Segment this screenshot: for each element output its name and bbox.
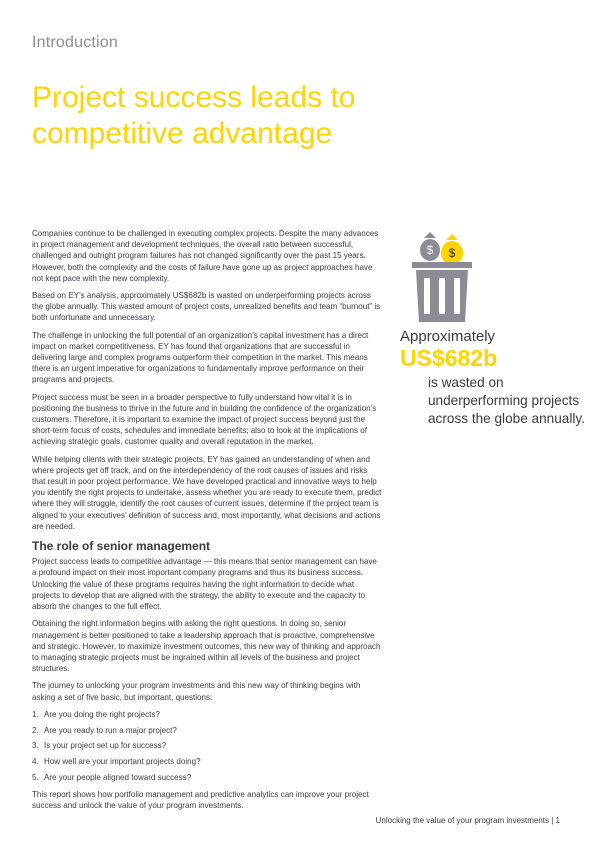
list-text: Is your project set up for success? — [44, 741, 167, 751]
page-title: Project success leads to competitive advantage — [32, 81, 356, 150]
paragraph: Based on EY’s analysis, approximately US$682b is wasted on underperforming projects across the globe annually. This wasted amount of project costs, unrealized benefits and team “burnout” is both unfortunate and unnecessary. — [32, 291, 381, 323]
list-number: 5. — [32, 772, 39, 782]
list-text: Are you doing the right projects? — [44, 709, 160, 719]
paragraph: The journey to unlocking your program investments and this new way of thinking begins with asking a set of five basic, but important, questions: — [32, 681, 361, 702]
list-number: 1. — [32, 709, 39, 719]
list-number: 2. — [32, 725, 39, 735]
money-bag-icon — [420, 232, 440, 261]
paragraph: This report shows how portfolio management and predictive analytics can improve your project success and unlock the value of your program investments. — [32, 790, 369, 811]
list-text: Are your people aligned toward success? — [44, 772, 192, 782]
callout-amount: US$682b — [400, 345, 498, 371]
list-number: 4. — [32, 757, 39, 767]
question-list — [32, 709, 382, 783]
section-label: Introduction — [32, 34, 119, 51]
list-text: How well are your important projects doing? — [44, 757, 201, 767]
paragraph: The challenge in unlocking the full potential of an organization’s capital investment has a direct impact on market competitiveness. EY has found that organizations that are successful in delivering large and complex programs outperform their competition in the market. This means there is an urgent imperative for organizations to fundamentally improve performance on their programs and projects. — [32, 330, 369, 385]
paragraph: Obtaining the right information begins with asking the right questions. In doing so, senior management is better positioned to take a leadership approach that is proactive, comprehensive and strategic. However, to maximize investment outcomes, this new way of thinking and approach to managing strategic projects must be ingrained within all levels of the business and project structures. — [32, 619, 381, 674]
callout-text: is wasted on underperforming projects across the globe annually. — [428, 375, 585, 426]
paragraph: While helping clients with their strategic projects, EY has gained an understanding of when and where projects get off track, and on the interdependency of the root causes of issues and risks that result in poor project performance. We have developed practical and innovative ways to help you identify the right projects to undertake, assess whether you are ready to execute them, predict where they will struggle, identify the root causes of current issues, determine if the project team is aligned to your executives’ definition of success and, most importantly, what decisions and actions are needed. — [32, 454, 382, 531]
list-item — [32, 756, 382, 767]
callout-prefix: Approximately — [400, 328, 496, 345]
list-text: Are you ready to run a major project? — [44, 725, 177, 735]
trash-bin-money-icon — [410, 228, 474, 324]
paragraph: Project success must be seen in a broader perspective to fully understand how vital it is in positioning the business to thrive in the future and in building the confidence of the organization’s customers. Therefore, it is important to examine the impact of project success beyond just the short-term focus of costs, schedules and immediate benefits; also to look at the implications of achieving strategic goals, customer quality and overall reputation in the market. — [32, 392, 377, 447]
list-item — [32, 772, 382, 783]
list-item — [32, 725, 382, 736]
paragraph: Project success leads to competitive advantage — this means that senior management can have a profound impact on their most important company programs and thus its business success. Unlocking the value of these programs requires having the right information to decide what projects to develop that are aligned with the strategy, the ability to execute and the capacity to absorb the changes to the full effect. — [32, 557, 377, 612]
paragraph: Companies continue to be challenged in executing complex projects. Despite the many advances in project management and development techniques, the overall ratio between successful, challenged and outright program failures has not changed significantly over the past 15 years. However, both the complexity and the costs of failure have gone up as project approaches have not kept pace with the new complexity. — [32, 229, 379, 283]
list-item — [32, 740, 382, 751]
main-column — [32, 228, 382, 818]
subheading: The role of senior management — [32, 539, 211, 554]
svg-text:$: $ — [426, 243, 434, 257]
list-number: 3. — [32, 741, 39, 751]
money-bag-icon — [441, 234, 463, 265]
svg-text:$: $ — [448, 246, 456, 260]
page-footer: Unlocking the value of your program investments | 1 — [375, 816, 560, 825]
list-item — [32, 709, 382, 720]
